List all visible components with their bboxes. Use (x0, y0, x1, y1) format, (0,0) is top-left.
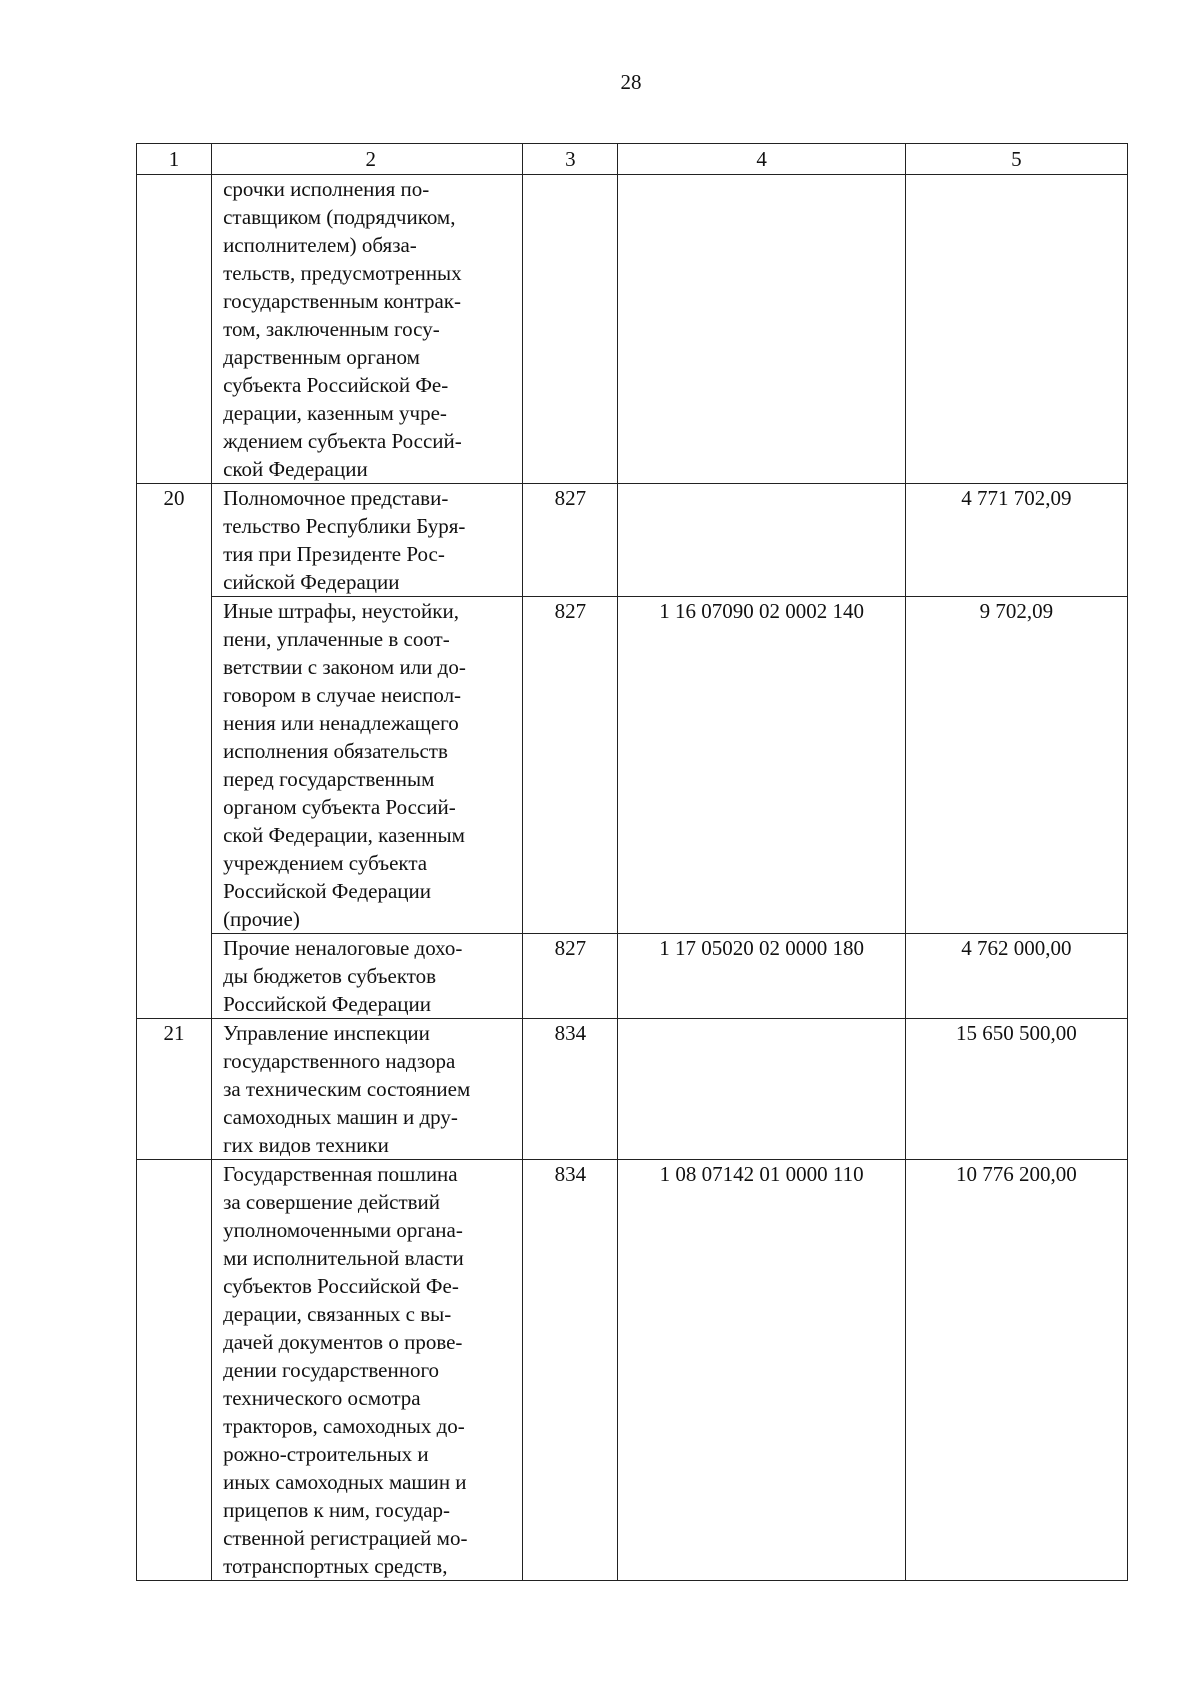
table-row (137, 484, 1128, 597)
table-header-row (137, 144, 1128, 175)
row-name: Иные штрафы, неустойки, пени, уплаченные в соот- ветствии с законом или до- говором в случае неиспол- нения или ненадлежащего исполнения обязательств перед государственным органом субъекта Россий- ской Федерации, казенным учреждением субъекта Российской Федерации (прочие) (212, 597, 523, 934)
row-amount: 4 771 702,09 (905, 484, 1127, 597)
row-amount: 15 650 500,00 (905, 1019, 1127, 1160)
row-name: Полномочное представи- тельство Республики Буря- тия при Президенте Рос- сийской Федерации (212, 484, 523, 597)
row-amount: 9 702,09 (905, 597, 1127, 934)
page-number: 28 (620, 70, 642, 94)
row-number: 20 (137, 484, 212, 597)
row-kbk (618, 175, 905, 484)
row-name: Прочие неналоговые дохо- ды бюджетов субъектов Российской Федерации (212, 934, 523, 1019)
row-number (137, 934, 212, 1019)
row-admin-code: 827 (523, 484, 618, 597)
row-kbk: 1 16 07090 02 0002 140 (618, 597, 905, 934)
header-cell-2: 2 (212, 144, 523, 175)
row-name: срочки исполнения по- ставщиком (подрядчиком, исполнителем) обяза- тельств, предусмотренных государственным контрак- том, заключенным госу- дарственным органом субъекта Российской Фе- дерации, казенным учре- ждением субъекта Россий- ской Федерации (212, 175, 523, 484)
row-kbk (618, 484, 905, 597)
table-row (137, 175, 1128, 484)
row-name: Управление инспекции государственного надзора за техническим состоянием самоходных машин и дру- гих видов техники (212, 1019, 523, 1160)
row-number (137, 597, 212, 934)
row-number: 21 (137, 1019, 212, 1160)
row-admin-code: 827 (523, 934, 618, 1019)
row-amount: 10 776 200,00 (905, 1160, 1127, 1581)
header-cell-4: 4 (618, 144, 905, 175)
row-admin-code: 834 (523, 1019, 618, 1160)
header-cell-1: 1 (137, 144, 212, 175)
header-cell-3: 3 (523, 144, 618, 175)
table-row (137, 1160, 1128, 1581)
row-kbk: 1 08 07142 01 0000 110 (618, 1160, 905, 1581)
row-admin-code (523, 175, 618, 484)
row-kbk (618, 1019, 905, 1160)
table-row (137, 934, 1128, 1019)
header-cell-5: 5 (905, 144, 1127, 175)
table-row (137, 597, 1128, 934)
row-number (137, 1160, 212, 1581)
row-number (137, 175, 212, 484)
row-amount (905, 175, 1127, 484)
row-name: Государственная пошлина за совершение действий уполномоченными органа- ми исполнительной власти субъектов Российской Фе- дерации, связанных с вы- дачей документов о прове- дении государственного технического осмотра тракторов, самоходных до- рожно-строительных и иных самоходных машин и прицепов к ним, государ- ственной регистрацией мо- тотранспортных средств, (212, 1160, 523, 1581)
row-admin-code: 834 (523, 1160, 618, 1581)
row-amount: 4 762 000,00 (905, 934, 1127, 1019)
row-kbk: 1 17 05020 02 0000 180 (618, 934, 905, 1019)
row-admin-code: 827 (523, 597, 618, 934)
revenue-table (136, 143, 1128, 1581)
table-row (137, 1019, 1128, 1160)
